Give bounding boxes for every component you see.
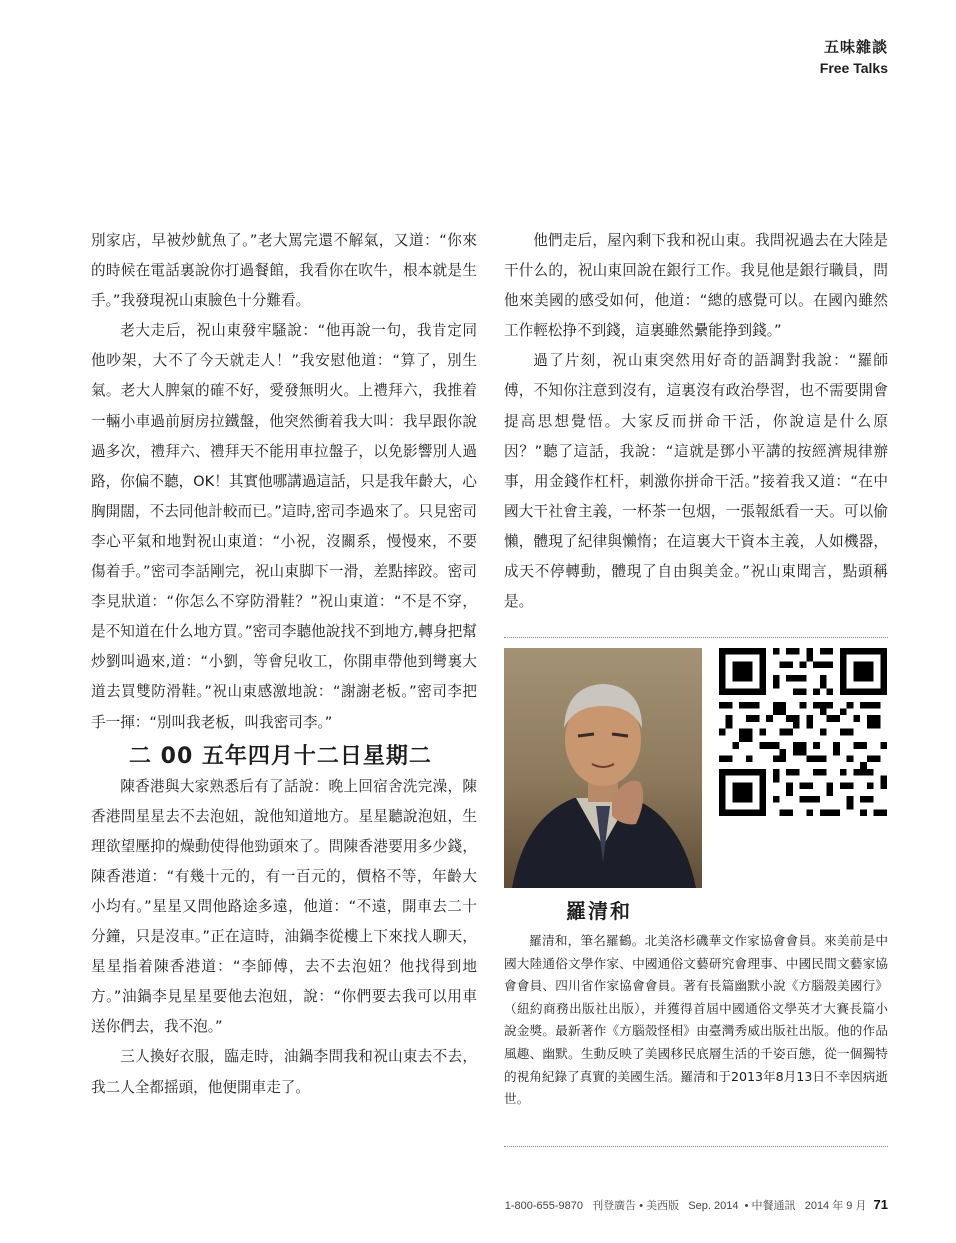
divider [504,637,888,638]
author-photo [504,648,702,888]
author-portrait-icon [504,648,702,888]
left-column [91,226,477,1103]
footer-issue-en: Sep. 2014 [688,1200,739,1212]
page-number: 71 [873,1197,888,1212]
column-title-zh: 五味雜談 [823,38,888,56]
author-bio: 羅清和，筆名羅鶴。北美洛杉磯華文作家協會會員。來美前是中國大陸通俗文學作家、中國通俗文藝研究會理事、中國民間文藝家協會會員、四川省作家協會會員。著有長篇幽默小說《方腦殼美國行》（紐約商務出版社出版），并獲得首屆中國通俗文學英才大賽長篇小說金獎。最新著作《方腦殼怪相》由臺灣秀威出版社出版。他的作品風趣、幽默。生動反映了美國移民底層生活的千姿百態，從一個獨特的視角紀錄了真實的美國生活。羅清和于2013年8月13日不幸因病逝世。 [504,933,888,1107]
column-header [820,36,888,78]
footer-issue-zh: 2014 年 9 月 [804,1200,867,1212]
paragraph: 過了片刻，祝山東突然用好奇的語調對我說：“羅師傅，不知你注意到沒有，這裏沒有政治學習，也不需要開會提高思想覺悟。大家反而拼命干活，你說這是什么原因？”聽了這話，我說：“這就是鄧小平講的按經濟規律辦事，用金錢作杠杆，刺激你拼命干活。”接着我又道：“在中國大干社會主義，一杯茶一包烟，一張報紙看一天。可以偷懶，體現了紀律與懶惰；在這裏大干資本主義，人如機器，成天不停轉動，體現了自由與美金。”祝山東聞言，點頭稱是。 [504,352,888,611]
footer-publication: • 中餐通訊 [744,1200,796,1212]
author-name: 羅清和 [566,899,632,923]
date-heading: 二 00 五年四月十二日星期二 [129,743,432,769]
footer-phone: 1-800-655-9870 [504,1200,584,1212]
footer-ad-label: 刊登廣告 • 美西版 [592,1200,680,1212]
qr-code-icon [718,648,888,816]
paragraph: 三人換好衣服，臨走時，油鍋李問我和祝山東去不去，我二人全都摇頭，他便開車走了。 [91,1048,477,1096]
right-column [504,226,888,617]
page-footer [505,1196,888,1215]
qr-code [718,648,888,816]
column-title-en: Free Talks [819,60,888,76]
paragraph: 陳香港與大家熟悉后有了話說：晚上回宿舍洗完澡，陳香港問星星去不去泡妞，說他知道地方。星星聽說泡妞，生理欲望壓抑的燥動使得他勁頭來了。問陳香港要用多少錢，陳香港道：“有幾十元的，有一百元的，價格不等，年齡大小均有。”星星又問他路途多遠，他道：“不遠，開車去二十分鐘，只是沒車。”正在這時，油鍋李從樓上下來找人聊天，星星指着陳香港道：“李師傅，去不去泡妞？他找得到地方。”油鍋李見星星要他去泡妞，說：“你們要去我可以用車送你們去，我不泡。” [91,777,477,1036]
divider [504,1146,888,1147]
paragraph: 他們走后，屋內剩下我和祝山東。我問祝過去在大陸是干什么的，祝山東回說在銀行工作。我見他是銀行職員，問他來美國的感受如何，他道：“總的感覺可以。在國內雖然工作輕松挣不到錢，這裏雖然纍能挣到錢。” [504,232,888,340]
paragraph: 老大走后，祝山東發牢騷說：“他再說一句，我肯定同他吵架，大不了今天就走人！”我安慰他道：“算了，別生氣。老大人脾氣的確不好，愛發無明火。上禮拜六，我推着一輛小車過前厨房拉鐵盤，他突然衝着我大叫：我早跟你說過多次，禮拜六、禮拜天不能用車拉盤子，以免影響別人過路，你偏不聽，OK！其實他哪講過這話，只是我年齡大，心胸開闊，不去同他計較而已。”這時,密司李過來了。只見密司李心平氣和地對祝山東道：“小祝，沒關系，慢慢來，不要傷着手。”密司李話剛完，祝山東脚下一滑，差點摔跤。密司李見狀道：“你怎么不穿防滑鞋？”祝山東道：“不是不穿，是不知道在什么地方買。”密司李聽他說找不到地方,轉身把幫炒劉叫過來,道：“小劉，等會兒收工，你開車帶他到彎裏大道去買雙防滑鞋。”祝山東感激地說：“謝謝老板。”密司李把手一揮：“別叫我老板，叫我密司李。” [91,322,477,731]
paragraph: 別家店，早被炒魷魚了。”老大罵完還不解氣，又道：“你來的時候在電話裏說你打過餐館，我看你在吹牛，根本就是生手。”我發現祝山東臉色十分難看。 [91,232,477,310]
